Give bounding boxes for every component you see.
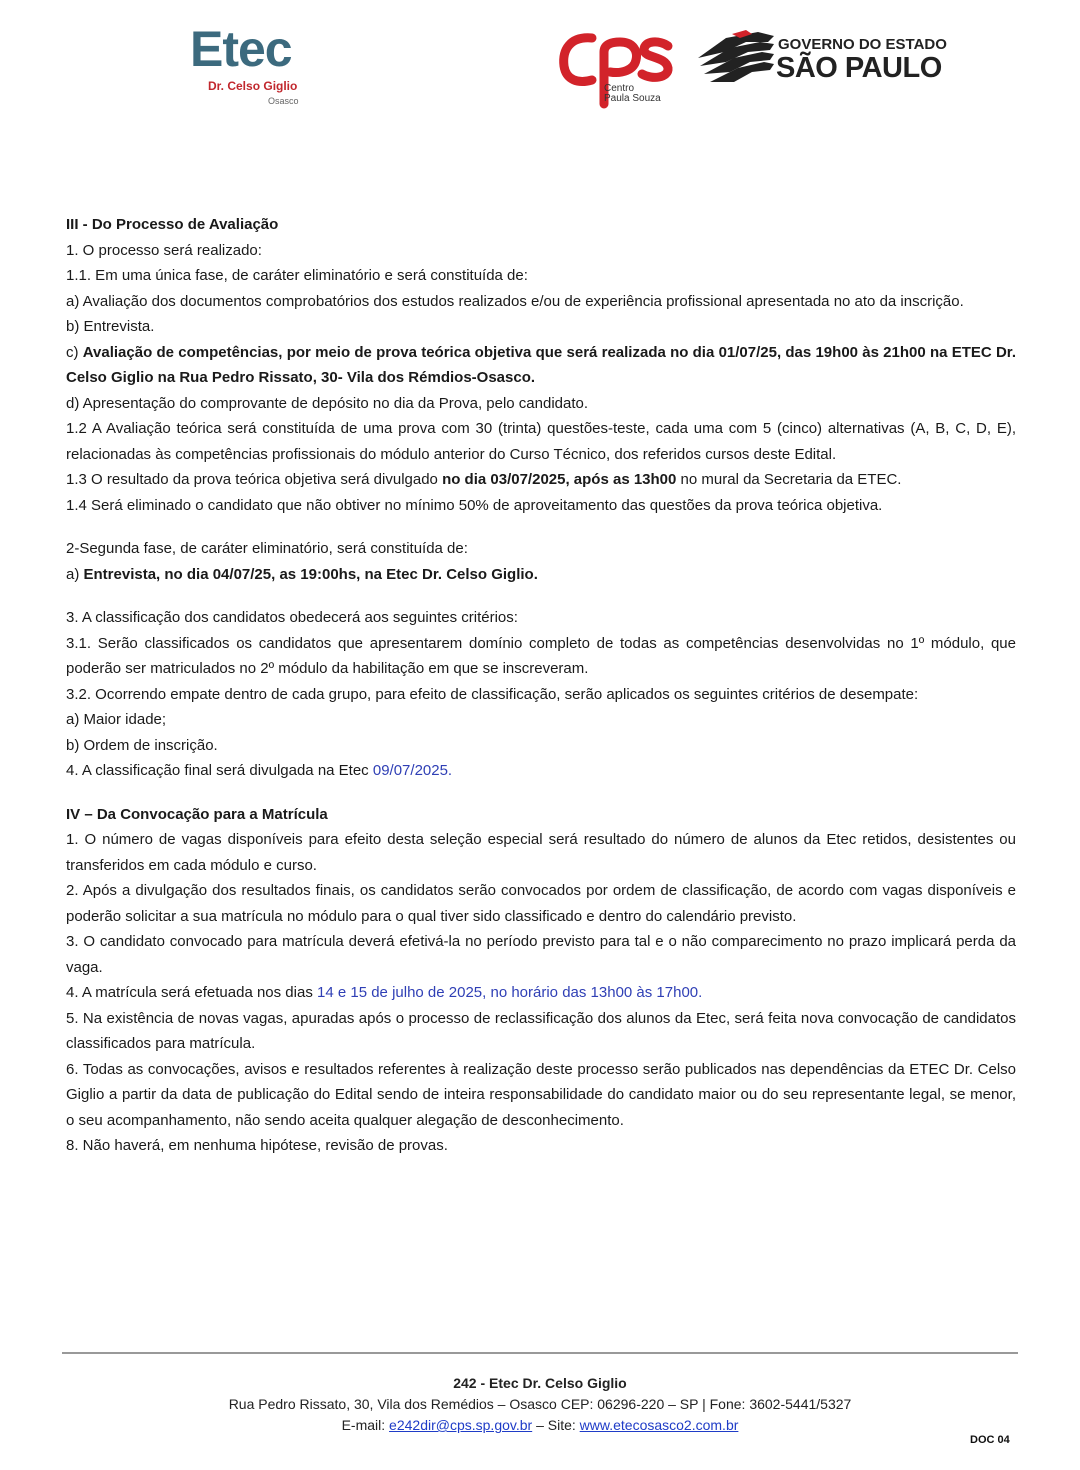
result-date: no dia 03/07/2025, após as 13h00: [442, 471, 677, 488]
paragraph: b) Entrevista.: [66, 318, 155, 335]
cps-logo-line2: Paula Souza: [604, 93, 661, 104]
footer-contact: [0, 1415, 1080, 1436]
paragraph: 1. O número de vagas disponíveis para efeito desta seleção especial será resultado do número de alunos da Etec retidos, desistentes ou transferidos em cada módulo e curso.: [66, 831, 1016, 874]
footer: [0, 1373, 1080, 1436]
section4-heading: IV – Da Convocação para a Matrícula: [66, 805, 328, 823]
text: a): [66, 565, 84, 583]
gov-logo-line1: GOVERNO DO ESTADO: [778, 36, 947, 53]
paragraph-4-enrollment: [66, 980, 1016, 1006]
text: 4. A classificação final será divulgada na Etec: [66, 762, 373, 779]
paragraph: 1.1. Em uma única fase, de caráter eliminatório e será constituída de:: [66, 267, 528, 284]
paragraph: 1.4 Será eliminado o candidato que não obtiver no mínimo 50% de aproveitamento das questões da prova teórica objetiva.: [66, 496, 883, 514]
paragraph: 6. Todas as convocações, avisos e resultados referentes à realização deste processo serão publicados nas dependências da ETEC Dr. Celso Giglio a partir da data de publicação do Edital sendo de inteira responsabilidade do candidato maior ou do seu representante legal, se menor, o seu acompanhamento, não sendo aceita qualquer alegação de desconhecimento.: [66, 1060, 1016, 1129]
etec-logo-city: Osasco: [268, 96, 299, 106]
paragraph-c-bold: Avaliação de competências, por meio de prova teórica objetiva que será realizada no dia 01/07/25, das 19h00 às 21h00 na ETEC Dr. Celso Giglio na Rua Pedro Rissato, 30- Vila dos Rémdios-Osasco.: [66, 343, 1016, 386]
paragraph-4: [66, 758, 1016, 784]
cps-logo: [556, 28, 676, 110]
text: 1.3 O resultado da prova teórica objetiva será divulgado: [66, 471, 443, 488]
document-body: [66, 212, 1016, 1159]
paragraph: b) Ordem de inscrição.: [66, 736, 218, 754]
gov-sp-logo: [696, 30, 976, 90]
paragraph-c: [66, 340, 1016, 391]
footer-divider: [62, 1352, 1018, 1354]
paragraph: a) Avaliação dos documentos comprobatórios dos estudos realizados e/ou de experiência profissional apresentada no ato da inscrição.: [66, 292, 964, 310]
paragraph: 3.2. Ocorrendo empate dentro de cada grupo, para efeito de classificação, serão aplicados os seguintes critérios de desempate:: [66, 685, 919, 703]
site-label: – Site:: [532, 1417, 580, 1433]
email-label: E-mail:: [341, 1417, 390, 1433]
footer-address: Rua Pedro Rissato, 30, Vila dos Remédios – Osasco CEP: 06296-220 – SP | Fone: 3602-5441/5327: [228, 1396, 852, 1412]
paragraph: 8. Não haverá, em nenhuma hipótese, revisão de provas.: [66, 1137, 448, 1154]
paragraph: 2-Segunda fase, de caráter eliminatório, será constituída de:: [66, 540, 468, 557]
paragraph: d) Apresentação do comprovante de depósito no dia da Prova, pelo candidato.: [66, 394, 589, 412]
paragraph: 2. Após a divulgação dos resultados finais, os candidatos serão convocados por ordem de classificação, de acordo com vagas disponíveis e poderão solicitar a sua matrícula no módulo para o qual tiver sido classificado e dentro do calendário previsto.: [66, 882, 1016, 925]
etec-logo: [186, 21, 321, 114]
site-link[interactable]: www.etecosasco2.com.br: [579, 1417, 739, 1433]
paragraph: 5. Na existência de novas vagas, apuradas após o processo de reclassificação dos alunos da Etec, será feita nova convocação de candidatos classificados para matrícula.: [66, 1009, 1016, 1052]
paragraph-2a: [66, 562, 1016, 588]
paragraph: 3. A classificação dos candidatos obedecerá aos seguintes critérios:: [66, 609, 518, 626]
enrollment-dates: 14 e 15 de julho de 2025, no horário das 13h00 às 17h00.: [317, 984, 703, 1001]
etec-logo-subtitle: Dr. Celso Giglio: [208, 79, 298, 93]
cps-logo-caption: [604, 84, 661, 104]
text: no mural da Secretaria da ETEC.: [676, 471, 902, 488]
paragraph: a) Maior idade;: [66, 711, 167, 728]
gov-logo-line2: SÃO PAULO: [776, 52, 942, 84]
etec-logo-word: Etec: [190, 21, 292, 77]
section3-heading: III - Do Processo de Avaliação: [66, 216, 279, 233]
sp-map-icon: [696, 30, 776, 90]
paragraph: 3.1. Serão classificados os candidatos que apresentarem domínio completo de todas as competências desenvolvidas no 1º módulo, que poderão ser matriculados no 2º módulo da habilitação em que se inscreveram.: [66, 634, 1016, 677]
email-link[interactable]: e242dir@cps.sp.gov.br: [389, 1417, 533, 1433]
cps-logo-line1: Centro: [604, 83, 635, 94]
interview-date: Entrevista, no dia 04/07/25, as 19:00hs, na Etec Dr. Celso Giglio.: [83, 565, 538, 583]
text: 4. A matrícula será efetuada nos dias: [66, 984, 317, 1001]
doc-number: DOC 04: [970, 1434, 1010, 1446]
classification-date: 09/07/2025.: [372, 762, 453, 779]
paragraph-c-prefix: c): [66, 343, 83, 361]
paragraph: 1.2 A Avaliação teórica será constituída de uma prova com 30 (trinta) questões-teste, cada uma com 5 (cinco) alternativas (A, B, C, D, E), relacionadas às competências profissionais do módulo anterior do Curso Técnico, dos referidos cursos deste Edital.: [66, 420, 1016, 463]
paragraph: 3. O candidato convocado para matrícula deverá efetivá-la no período previsto para tal e o não comparecimento no prazo implicará perda da vaga.: [66, 933, 1016, 976]
footer-title: 242 - Etec Dr. Celso Giglio: [453, 1375, 627, 1391]
paragraph-1-3: [66, 467, 1016, 493]
paragraph: 1. O processo será realizado:: [66, 241, 262, 259]
